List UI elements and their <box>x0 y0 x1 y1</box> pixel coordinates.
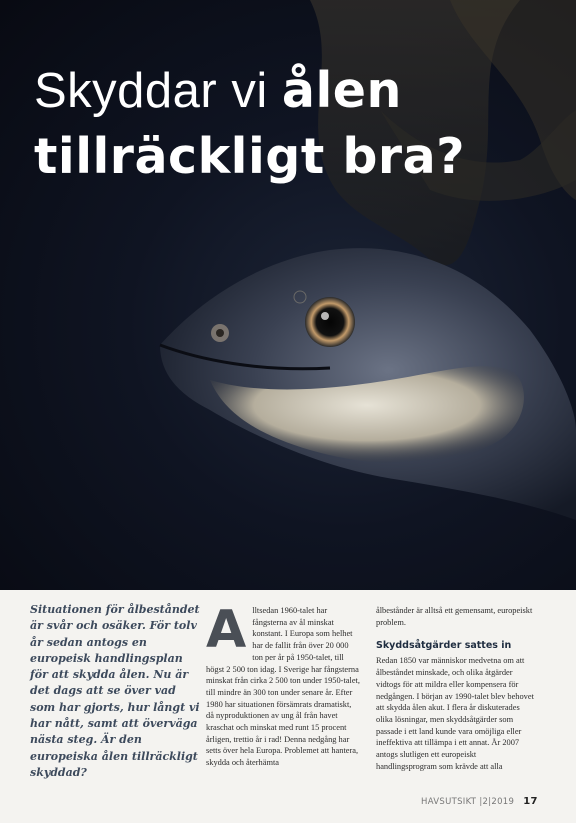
issue-separator: | <box>479 797 483 807</box>
lede-paragraph: Situationen för ålbeståndet är svår och osäker. För tolv år sedan antogs en europeisk handlingsplan för att skydda ålen. Nu är det dags att se över vad som har gjorts, hur långt vi har nått, samt att överväga nästa steg. Är den europeiska ålen tillräckligt skyddad? <box>30 603 200 779</box>
magazine-name: HAVSUTSIKT <box>421 797 477 807</box>
body-column-2 <box>376 605 536 772</box>
body-text-2-intro: ålbestånder är alltså ett gemensamt, europeiskt problem. <box>376 606 533 627</box>
body-text-1: lltsedan 1960-talet har fångsterna av ål minskat konstant. I Europa som helhet har de fallit från över 20 000 ton per år på 1950-talet, till högst 2 500 ton idag. I Sverige har fångsterna minskat från cirka 2 500 ton under 1950-talet, till mindre än 300 ton under senare år. Efter 1980 har situationen försämrats dramatiskt, då nyproduktionen av ung ål från havet kraschat och minskat med runt 15 procent årligen, trettio år i rad! Denna nedgång har setts över hela Europa. Problemet att hantera, skydda och återhämta <box>206 606 360 768</box>
section-subhead: Skyddsåtgärder sattes in <box>376 640 512 652</box>
body-text-2: Redan 1850 var människor medvetna om att ålbeståndet minskade, och olika åtgärder vidtogs för att mildra eller kompensera för nedgången. I början av 1990-talet blev behovet att skydda ålen akut. I flera år diskuterades olika lösningar, men skyddsåtgärder som passade i ett land kunde vara omöjliga eller ineffektiva att tillämpa i ett annat. År 2007 antogs slutligen ett europeiskt handlingsprogram som krävde att alla <box>376 656 534 771</box>
issue-number: 2 <box>482 797 489 807</box>
drop-cap: A <box>206 600 247 660</box>
year-separator: | <box>488 797 492 807</box>
title-light: Skyddar vi <box>34 64 282 118</box>
page-number: 17 <box>523 796 538 807</box>
title-bold-2: tillräckligt bra? <box>34 128 466 185</box>
page-footer <box>421 796 538 807</box>
title-bold-1: ålen <box>281 62 402 119</box>
issue-year: 2019 <box>491 797 515 807</box>
article-title <box>34 58 554 190</box>
body-column-1 <box>206 600 361 769</box>
